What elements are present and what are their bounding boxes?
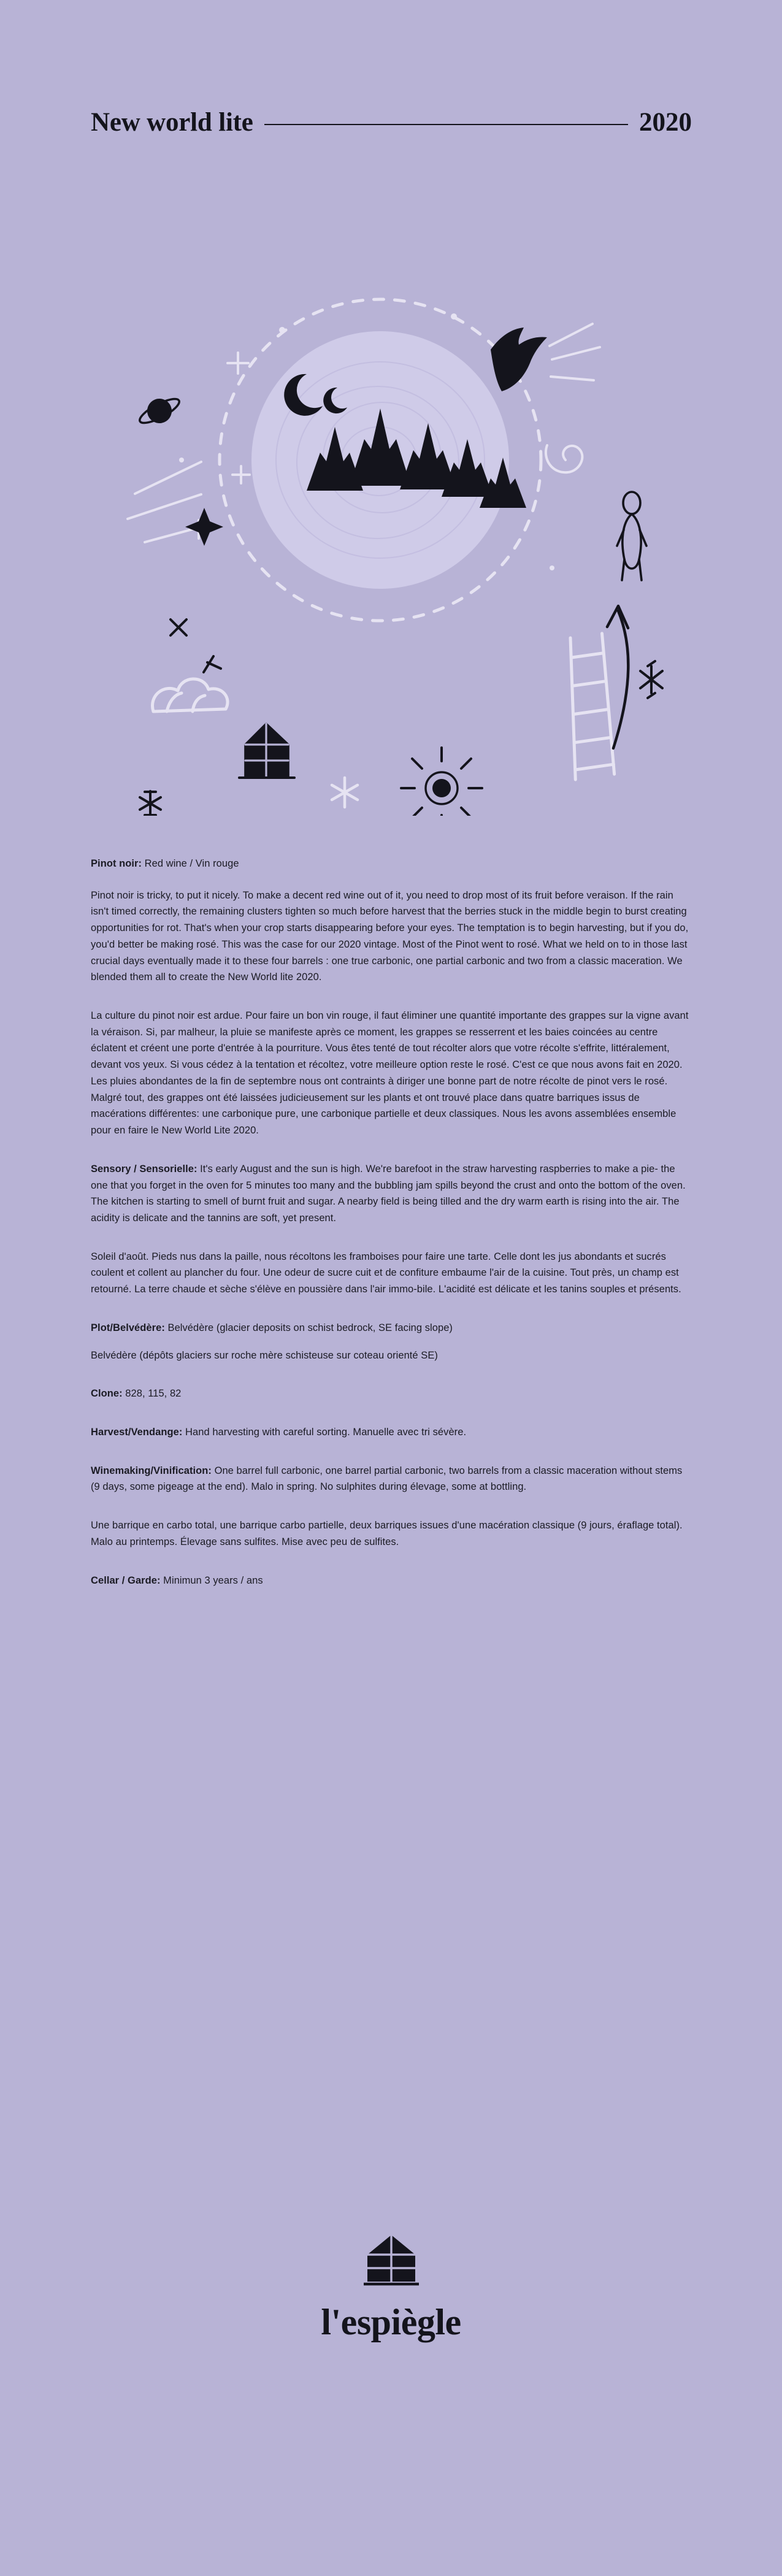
sensory-paragraph-en: [91, 1161, 692, 1227]
page-header: [91, 107, 692, 137]
night-scene-illustration: [61, 172, 721, 816]
intro-paragraph-fr: La culture du pinot noir est ardue. Pour faire un bon vin rouge, il faut éliminer une quantité importante des grappes sur la vigne avant la véraison. Si, par malheur, la pluie se manifeste après ce moment, les grappes se resserrent et les baies coincées au centre éclatent et créent une porte d'entrée à la pourriture. Vous êtes tenté de tout récolter alors que votre récolte s'effrite, littéralement, devant vos yeux. Si vous cédez à la tentation et récoltez, votre meilleure option reste le rosé. C'est ce que nous avons fait en 2020. Les pluies abondantes de la fin de septembre nous ont contraints à diriger une bonne part de notre récolte de pinot vers le rosé. Malgré tout, des grappes ont été laissées judicieusement sur les plants et ont trouvé place dans quatre barriques issus de macérations différentes: une carbonique pure, une carbonique partielle et deux classiques. Nous les avons assemblées ensemble pour en faire le New World Lite 2020.: [91, 1010, 689, 1137]
cellar-line: [91, 1573, 692, 1589]
plot-label: Plot/Belvédère:: [91, 1322, 165, 1333]
variety-value: Red wine / Vin rouge: [142, 858, 239, 869]
variety-line: [91, 856, 692, 872]
winemaking-value-en: One barrel full carbonic, one barrel partial carbonic, two barrels from a classic maceration without stems (9 days, some pigeage at the end). Malo in spring. No sulphites during élevage, some at bottling.: [91, 1465, 683, 1493]
cellar-label: Cellar / Garde:: [91, 1574, 161, 1586]
sensory-paragraph-fr: Soleil d'août. Pieds nus dans la paille, nous récoltons les framboises pour faire une tarte. Celle dont les jus abondants et sucrés coulent et collent au plancher du four. Une odeur de sucre cuit et de confiture embaume l'air de la cuisine. Tout près, un champ est retourné. La terre chaude et sèche s'élève en poussière dans l'air immo-bile. L'acidité est délicate et les tanins souples et présents.: [91, 1251, 681, 1295]
harvest-label: Harvest/Vendange:: [91, 1426, 183, 1438]
vintage-year: 2020: [639, 108, 692, 137]
header-divider: [264, 124, 628, 125]
variety-label: Pinot noir:: [91, 858, 142, 869]
plot-value-en: Belvédère (glacier deposits on schist bedrock, SE facing slope): [164, 1322, 453, 1333]
clone-line: [91, 1386, 692, 1402]
plot-line-en: [91, 1320, 692, 1336]
winemaking-label: Winemaking/Vinification:: [91, 1465, 212, 1476]
clone-label: Clone:: [91, 1388, 123, 1400]
winemaking-line-en: [91, 1463, 692, 1495]
cellar-value: Minimun 3 years / ans: [160, 1574, 263, 1586]
harvest-line: [91, 1424, 692, 1441]
winemaking-line-fr: Une barrique en carbo total, une barrique carbo partielle, deux barriques issues d'une macération classique (9 jours, éraflage total). Malo au printemps. Élevage sans sulfites. Mise avec peu de sulfites.: [91, 1520, 683, 1547]
page-title: New world lite: [91, 108, 253, 137]
clone-value: 828, 115, 82: [122, 1388, 182, 1400]
greenhouse-icon: [364, 2233, 419, 2288]
sensory-label: Sensory / Sensorielle:: [91, 1163, 197, 1175]
sensory-text-en: It's early August and the sun is high. We're barefoot in the straw harvesting raspberries to make a pie- the one that you forget in the oven for 5 minutes too many and the bubbling jam spills beyond the crust and onto the bottom of the oven. The kitchen is starting to smell of burnt fruit and sugar. A nearby field is being tilled and the dry warm earth is rising into the air. The acidity is delicate and the tannins are soft, yet present.: [91, 1163, 686, 1224]
page-footer: [0, 2233, 782, 2344]
harvest-value: Hand harvesting with careful sorting. Manuelle avec tri sévère.: [182, 1426, 467, 1438]
brand-wordmark: l'espiègle: [321, 2302, 461, 2342]
plot-line-fr: Belvédère (dépôts glaciers sur roche mère schisteuse sur coteau orienté SE): [91, 1349, 438, 1361]
intro-paragraph-en: Pinot noir is tricky, to put it nicely. To make a decent red wine out of it, you need to drop most of its fruit before veraison. If the rain isn't timed correctly, the remaining clusters tighten so much before harvest that the berries stuck in the middle begin to burst creating opportunities for rot. That's when your crop starts disappearing before your eyes. The temptation is to begin harvesting, but if you do, you'd better be making rosé. This was the case for our 2020 vintage. Most of the Pinot went to rosé. What we held on to in those last crucial days eventually made it to these four barrels : one true carbonic, one partial carbonic and two from a classic maceration. We blended them all to create the New World lite 2020.: [91, 889, 689, 983]
wine-description: [91, 856, 692, 1604]
